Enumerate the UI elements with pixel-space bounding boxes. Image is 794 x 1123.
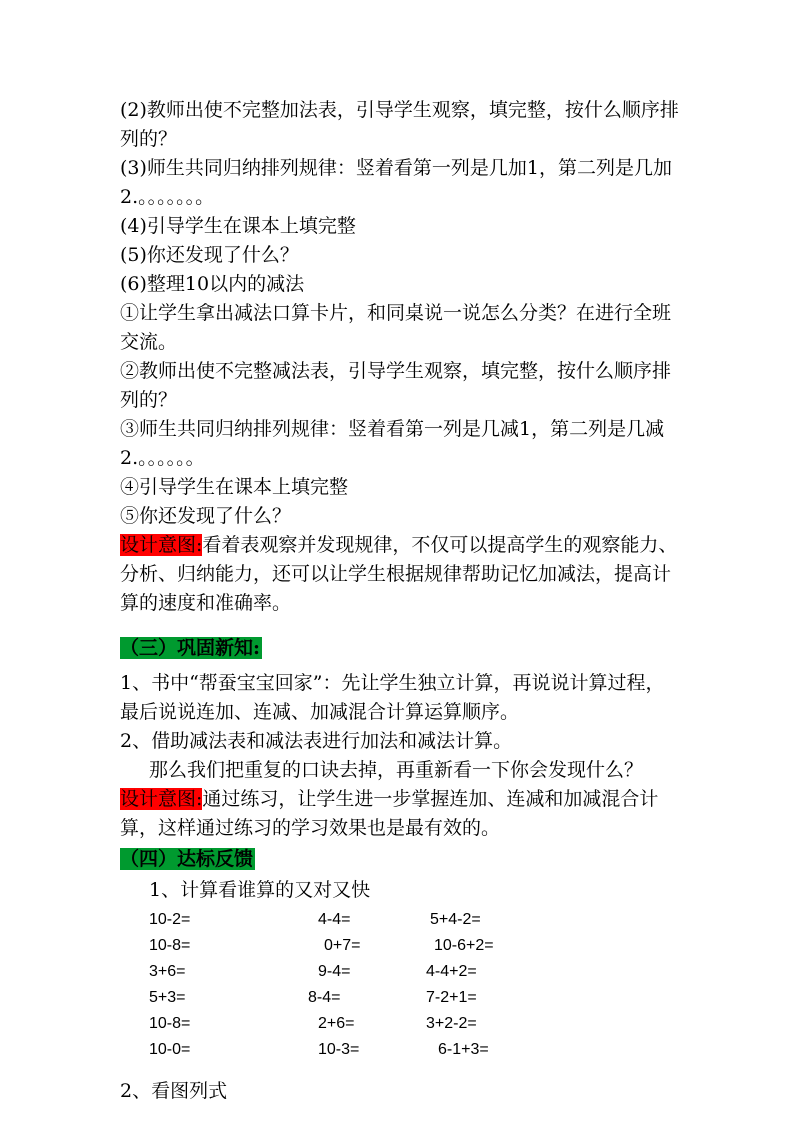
- calc-item: 0+7=: [324, 937, 361, 954]
- calc-item: 10-0=: [149, 1041, 191, 1058]
- paragraph-sub-5: ⑤你还发现了什么？: [120, 505, 292, 527]
- design-intent-paragraph-2: [120, 785, 680, 843]
- paragraph-sub-2: ②教师出使不完整减法表，引导学生观察，填完整，按什么顺序排列的？: [120, 360, 672, 411]
- calc-row: [120, 933, 680, 959]
- paragraph-step-4: (4)引导学生在课本上填完整: [120, 215, 356, 237]
- calc-item: 3+2-2=: [426, 1015, 477, 1032]
- calc-item: 2+6=: [318, 1015, 355, 1032]
- paragraph-sub-4: ④引导学生在课本上填完整: [120, 476, 349, 498]
- section-4-heading-line: [120, 845, 680, 874]
- paragraph-step-6: (6)整理10以内的减法: [120, 273, 305, 295]
- calc-row: [120, 1037, 680, 1063]
- section-4-heading: （四）达标反馈: [120, 848, 254, 870]
- calc-item: 5+4-2=: [430, 911, 481, 928]
- section-3-question: 那么我们把重复的口诀去掉，再重新看一下你会发现什么？: [149, 759, 644, 781]
- design-intent-label: 设计意图:: [120, 534, 203, 556]
- calc-item: 10-8=: [149, 937, 191, 954]
- design-intent-text: 通过练习，让学生进一步掌握连加、连减和加减混合计算，这样通过练习的学习效果也是最有效的。: [120, 788, 659, 839]
- design-intent-label: 设计意图:: [120, 788, 203, 810]
- calc-item: 7-2+1=: [426, 989, 477, 1006]
- calc-item: 10-6+2=: [434, 937, 494, 954]
- calc-item: 3+6=: [149, 963, 186, 980]
- calc-row: [120, 959, 680, 985]
- paragraph-step-3: (3)师生共同归纳排列规律：竖着看第一列是几加1，第二列是几加2.。。。。。。。: [120, 157, 673, 208]
- paragraph-step-5: (5)你还发现了什么？: [120, 244, 299, 266]
- calc-item: 5+3=: [149, 989, 186, 1006]
- paragraph-sub-1: ①让学生拿出减法口算卡片，和同桌说一说怎么分类？在进行全班交流。: [120, 302, 672, 353]
- design-intent-text: 看着表观察并发现规律，不仅可以提高学生的观察能力、分析、归纳能力，还可以让学生根据规律帮助记忆加减法，提高计算的速度和准确率。: [120, 534, 678, 614]
- calc-item: 10-2=: [149, 911, 191, 928]
- calc-item: 10-3=: [318, 1041, 360, 1058]
- document-body: [120, 96, 680, 1106]
- section-3-heading-line: [120, 634, 680, 663]
- calc-item: 9-4=: [318, 963, 351, 980]
- section-3-heading: （三）巩固新知:: [120, 637, 261, 659]
- calc-exercise-table: [120, 907, 680, 1063]
- paragraph-step-2: (2)教师出使不完整加法表，引导学生观察，填完整，按什么顺序排列的？: [120, 99, 679, 150]
- calc-item: 10-8=: [149, 1015, 191, 1032]
- section-4-sub-1: 1、计算看谁算的又对又快: [149, 879, 371, 901]
- calc-row: [120, 1011, 680, 1037]
- calc-row: [120, 907, 680, 933]
- calc-item: 4-4+2=: [426, 963, 477, 980]
- calc-item: 8-4=: [308, 989, 341, 1006]
- section-4-sub-2: 2、看图列式: [120, 1080, 228, 1102]
- calc-item: 6-1+3=: [438, 1041, 489, 1058]
- design-intent-paragraph-1: [120, 531, 680, 618]
- section-3-item-2: 2、借助减法表和减法表进行加法和减法计算。: [120, 730, 513, 752]
- calc-item: 4-4=: [318, 911, 351, 928]
- paragraph-sub-3: ③师生共同归纳排列规律：竖着看第一列是几减1，第二列是几减2.。。。。。。: [120, 418, 665, 469]
- section-3-item-1: 1、书中“帮蚕宝宝回家”：先让学生独立计算，再说说计算过程，最后说说连加、连减、加减混合计算运算顺序。: [120, 672, 665, 723]
- calc-row: [120, 985, 680, 1011]
